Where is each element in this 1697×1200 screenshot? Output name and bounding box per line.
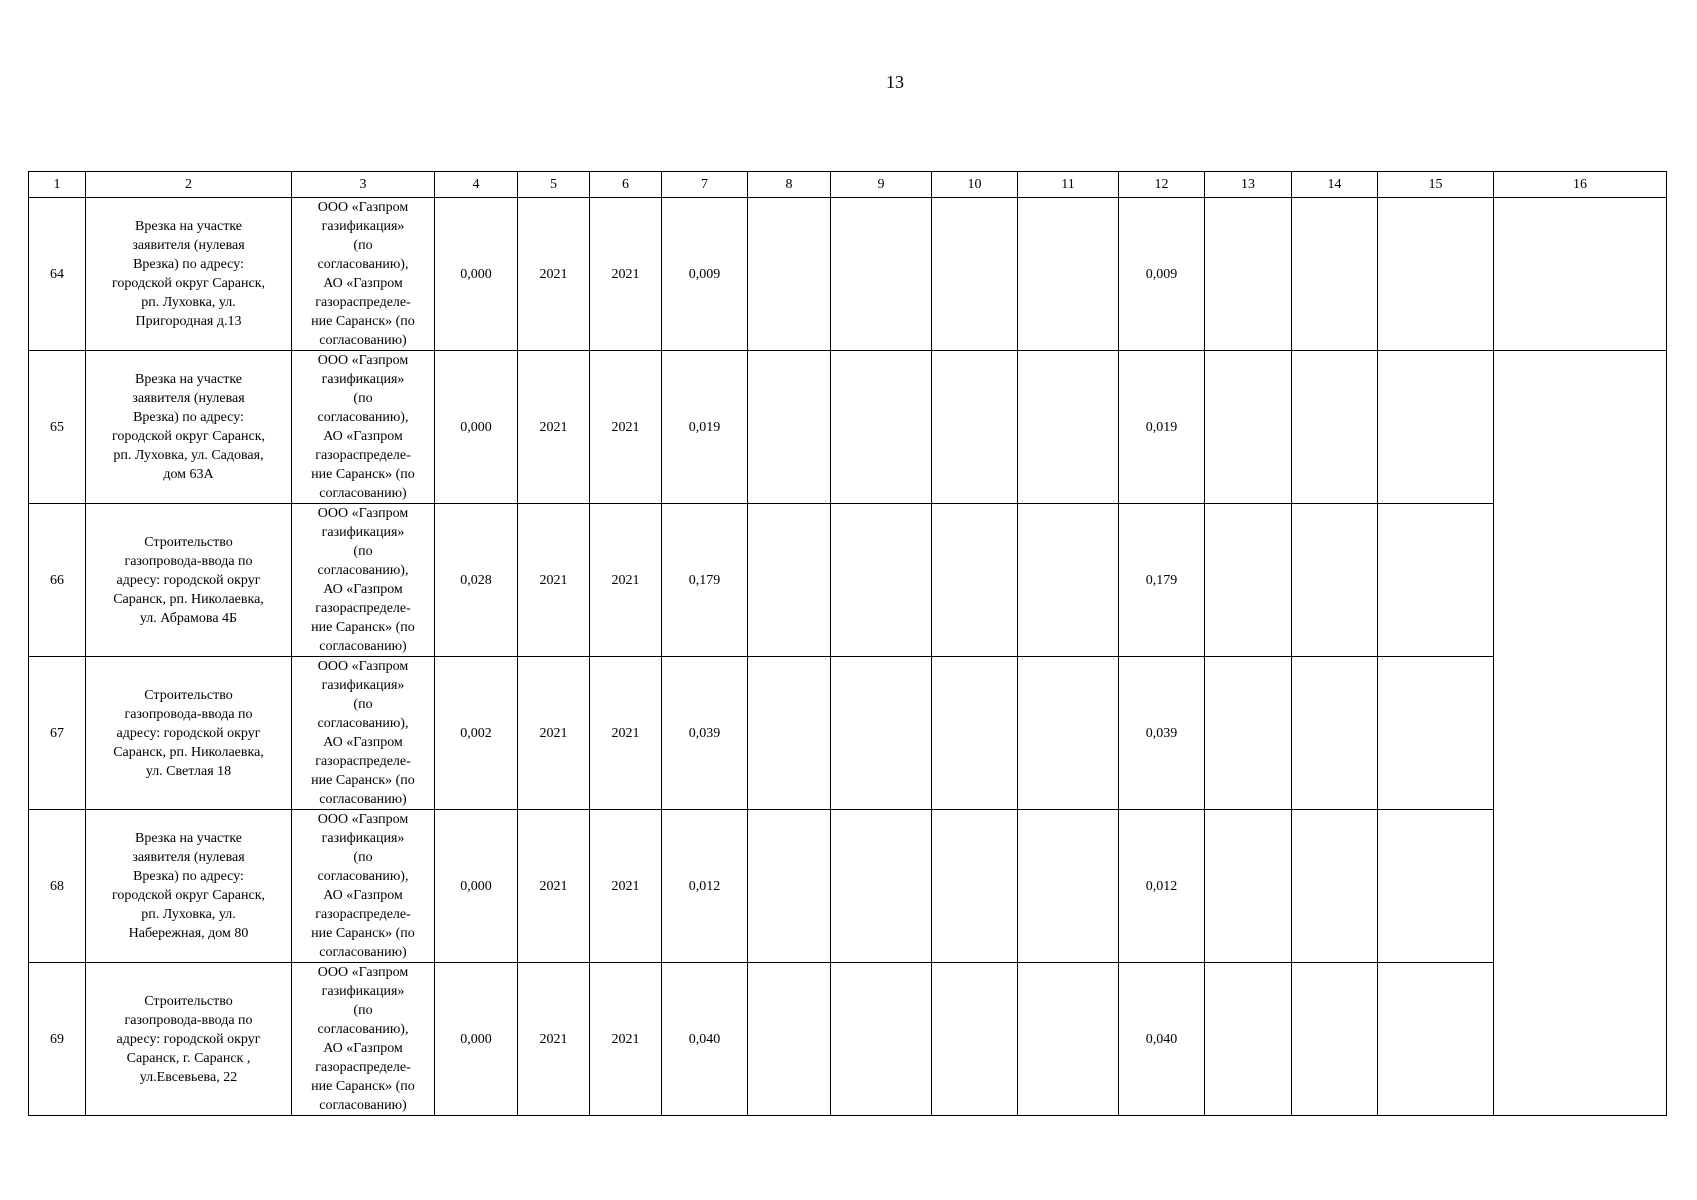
table-row [29, 963, 1667, 1116]
column-header: 15 [1378, 172, 1494, 198]
cell-col7: 0,009 [662, 198, 748, 351]
object-description: Врезка на участке заявителя (нулевая Врезка) по адресу: городской округ Саранск, рп. Луховка, ул. Садовая, дом 63А [86, 351, 292, 504]
cell-col13 [1205, 657, 1292, 810]
cell-col10 [932, 198, 1018, 351]
merged-col16-cell [1494, 351, 1667, 1116]
cell-col4: 0,000 [435, 351, 518, 504]
cell-col9 [831, 657, 932, 810]
cell-col8 [748, 198, 831, 351]
cell-col15 [1378, 810, 1494, 963]
cell-col6: 2021 [590, 504, 662, 657]
table-row [29, 810, 1667, 963]
cell-col13 [1205, 198, 1292, 351]
column-header: 11 [1018, 172, 1119, 198]
column-header: 7 [662, 172, 748, 198]
row-number: 66 [29, 504, 86, 657]
column-header: 2 [86, 172, 292, 198]
object-description: Врезка на участке заявителя (нулевая Врезка) по адресу: городской округ Саранск, рп. Луховка, ул. Набережная, дом 80 [86, 810, 292, 963]
cell-col10 [932, 657, 1018, 810]
cell-col4: 0,000 [435, 963, 518, 1116]
cell-col8 [748, 810, 831, 963]
cell-col10 [932, 504, 1018, 657]
cell-col13 [1205, 351, 1292, 504]
cell-col10 [932, 351, 1018, 504]
cell-col7: 0,012 [662, 810, 748, 963]
responsible-organization: ООО «Газпром газификация» (по согласованию), АО «Газпром газораспределе- ние Саранск» (по согласованию) [292, 198, 435, 351]
table-row [29, 351, 1667, 504]
cell-col12: 0,039 [1119, 657, 1205, 810]
cell-col13 [1205, 963, 1292, 1116]
cell-col5: 2021 [518, 504, 590, 657]
column-header: 14 [1292, 172, 1378, 198]
cell-col8 [748, 351, 831, 504]
cell-col11 [1018, 198, 1119, 351]
cell-col12: 0,009 [1119, 198, 1205, 351]
cell-col12: 0,040 [1119, 963, 1205, 1116]
page-number: 13 [886, 72, 904, 92]
cell-col6: 2021 [590, 351, 662, 504]
cell-col9 [831, 810, 932, 963]
responsible-organization: ООО «Газпром газификация» (по согласованию), АО «Газпром газораспределе- ние Саранск» (по согласованию) [292, 351, 435, 504]
object-description: Врезка на участке заявителя (нулевая Врезка) по адресу: городской округ Саранск, рп. Луховка, ул. Пригородная д.13 [86, 198, 292, 351]
row-number: 64 [29, 198, 86, 351]
cell-col12: 0,019 [1119, 351, 1205, 504]
cell-col15 [1378, 504, 1494, 657]
column-header: 8 [748, 172, 831, 198]
cell-col4: 0,028 [435, 504, 518, 657]
responsible-organization: ООО «Газпром газификация» (по согласованию), АО «Газпром газораспределе- ние Саранск» (по согласованию) [292, 504, 435, 657]
cell-col9 [831, 504, 932, 657]
cell-col14 [1292, 351, 1378, 504]
column-header: 5 [518, 172, 590, 198]
responsible-organization: ООО «Газпром газификация» (по согласованию), АО «Газпром газораспределе- ние Саранск» (по согласованию) [292, 657, 435, 810]
cell-col14 [1292, 657, 1378, 810]
cell-col7: 0,019 [662, 351, 748, 504]
cell-col8 [748, 504, 831, 657]
table-row [29, 657, 1667, 810]
cell-col16 [1494, 198, 1667, 351]
cell-col11 [1018, 351, 1119, 504]
row-number: 67 [29, 657, 86, 810]
column-header: 10 [932, 172, 1018, 198]
cell-col14 [1292, 963, 1378, 1116]
cell-col5: 2021 [518, 963, 590, 1116]
cell-col15 [1378, 657, 1494, 810]
cell-col5: 2021 [518, 351, 590, 504]
cell-col6: 2021 [590, 963, 662, 1116]
cell-col10 [932, 963, 1018, 1116]
column-header: 12 [1119, 172, 1205, 198]
cell-col6: 2021 [590, 810, 662, 963]
column-header: 1 [29, 172, 86, 198]
table-row [29, 198, 1667, 351]
cell-col8 [748, 657, 831, 810]
table-row [29, 504, 1667, 657]
cell-col4: 0,002 [435, 657, 518, 810]
cell-col4: 0,000 [435, 198, 518, 351]
cell-col9 [831, 963, 932, 1116]
cell-col14 [1292, 504, 1378, 657]
data-table [28, 171, 1667, 1116]
cell-col5: 2021 [518, 657, 590, 810]
row-number: 68 [29, 810, 86, 963]
cell-col10 [932, 810, 1018, 963]
row-number: 69 [29, 963, 86, 1116]
cell-col7: 0,039 [662, 657, 748, 810]
cell-col11 [1018, 657, 1119, 810]
responsible-organization: ООО «Газпром газификация» (по согласованию), АО «Газпром газораспределе- ние Саранск» (по согласованию) [292, 963, 435, 1116]
cell-col13 [1205, 504, 1292, 657]
cell-col7: 0,179 [662, 504, 748, 657]
object-description: Строительство газопровода-ввода по адресу: городской округ Саранск, г. Саранск , ул.Евсевьева, 22 [86, 963, 292, 1116]
cell-col4: 0,000 [435, 810, 518, 963]
cell-col11 [1018, 963, 1119, 1116]
cell-col15 [1378, 351, 1494, 504]
cell-col14 [1292, 810, 1378, 963]
column-header: 6 [590, 172, 662, 198]
responsible-organization: ООО «Газпром газификация» (по согласованию), АО «Газпром газораспределе- ние Саранск» (по согласованию) [292, 810, 435, 963]
cell-col6: 2021 [590, 657, 662, 810]
cell-col12: 0,179 [1119, 504, 1205, 657]
column-header: 4 [435, 172, 518, 198]
cell-col15 [1378, 198, 1494, 351]
column-header: 13 [1205, 172, 1292, 198]
cell-col11 [1018, 810, 1119, 963]
cell-col9 [831, 351, 932, 504]
row-number: 65 [29, 351, 86, 504]
object-description: Строительство газопровода-ввода по адресу: городской округ Саранск, рп. Николаевка, ул. Абрамова 4Б [86, 504, 292, 657]
cell-col15 [1378, 963, 1494, 1116]
object-description: Строительство газопровода-ввода по адресу: городской округ Саранск, рп. Николаевка, ул. Светлая 18 [86, 657, 292, 810]
column-header: 16 [1494, 172, 1667, 198]
cell-col5: 2021 [518, 198, 590, 351]
cell-col12: 0,012 [1119, 810, 1205, 963]
cell-col7: 0,040 [662, 963, 748, 1116]
column-header: 3 [292, 172, 435, 198]
column-header: 9 [831, 172, 932, 198]
cell-col8 [748, 963, 831, 1116]
cell-col5: 2021 [518, 810, 590, 963]
cell-col13 [1205, 810, 1292, 963]
cell-col11 [1018, 504, 1119, 657]
header-row [29, 172, 1667, 198]
cell-col6: 2021 [590, 198, 662, 351]
cell-col9 [831, 198, 932, 351]
cell-col14 [1292, 198, 1378, 351]
